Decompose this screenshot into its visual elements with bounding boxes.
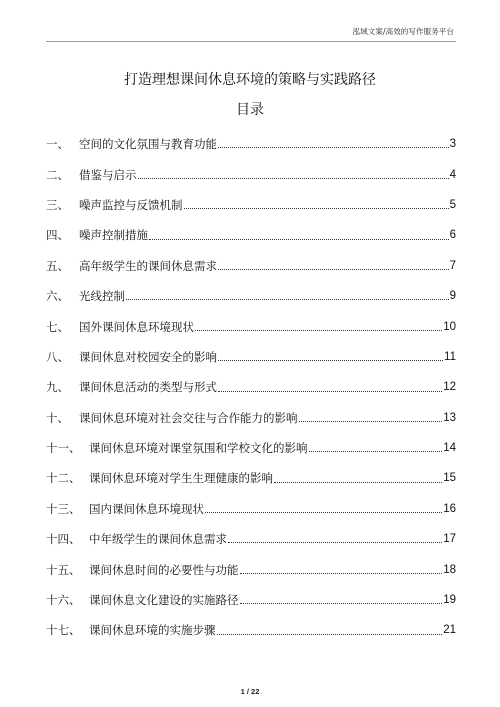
toc-entry[interactable] (46, 372, 456, 402)
toc-entry[interactable] (46, 463, 456, 493)
toc-entry-title: 课间休息环境对学生生理健康的影响 (89, 471, 273, 486)
toc-entry[interactable] (46, 281, 456, 311)
document-title: 打造理想课间休息环境的策略与实践路径 (124, 72, 376, 88)
toc-entry-title: 课间休息环境对课堂氛围和学校文化的影响 (89, 441, 308, 456)
header-brand: 泓域文案/高效的写作服务平台 (352, 27, 454, 36)
toc-dot-leader (126, 298, 449, 300)
toc-entry-number: 三、 (46, 197, 69, 212)
toc-dot-leader (299, 420, 443, 422)
toc-entry[interactable] (46, 251, 456, 281)
toc-entry-number: 十六、 (46, 593, 81, 608)
toc-entry-number: 十二、 (46, 471, 81, 486)
toc-entry-title: 高年级学生的课间休息需求 (79, 258, 217, 273)
toc-entry[interactable] (46, 494, 456, 524)
toc-dot-leader (205, 511, 442, 513)
toc-entry-page: 17 (443, 533, 456, 546)
toc-entry[interactable] (46, 403, 456, 433)
toc-entry-number: 六、 (46, 289, 69, 304)
toc-dot-leader (195, 329, 442, 331)
toc-entry-page: 3 (449, 138, 456, 151)
toc-dot-leader (184, 207, 449, 209)
toc-entry-page: 11 (444, 350, 456, 363)
toc-entry[interactable] (46, 615, 456, 645)
toc-entry-number: 十七、 (46, 623, 81, 638)
toc-entry-page: 9 (449, 290, 456, 303)
toc-dot-leader (240, 572, 443, 574)
toc-entry-number: 四、 (46, 228, 69, 243)
toc-heading: 目录 (236, 102, 264, 118)
toc-entry-page: 13 (443, 411, 456, 424)
toc-entry-title: 中年级学生的课间休息需求 (89, 532, 227, 547)
toc-entry-page: 18 (443, 563, 456, 576)
toc-entry-title: 空间的文化氛围与教育功能 (79, 137, 217, 152)
toc-entry-title: 噪声监控与反馈机制 (79, 197, 183, 212)
toc-entry-page: 7 (449, 259, 456, 272)
toc-entry-title: 课间休息时间的必要性与功能 (89, 562, 239, 577)
table-of-contents (46, 129, 456, 646)
toc-dot-leader (218, 359, 443, 361)
toc-entry-page: 15 (443, 472, 456, 485)
toc-entry-number: 十五、 (46, 562, 81, 577)
toc-entry[interactable] (46, 220, 456, 250)
toc-entry-number: 五、 (46, 258, 69, 273)
toc-entry-title: 国内课间休息环境现状 (89, 501, 204, 516)
toc-dot-leader (217, 633, 443, 635)
toc-entry[interactable] (46, 433, 456, 463)
toc-entry-number: 九、 (46, 380, 69, 395)
toc-entry-title: 课间休息对校园安全的影响 (79, 349, 217, 364)
toc-entry-title: 借鉴与启示 (79, 167, 137, 182)
toc-dot-leader (274, 481, 442, 483)
toc-entry-number: 二、 (46, 167, 69, 182)
toc-entry-number: 十三、 (46, 501, 81, 516)
toc-entry-page: 16 (443, 502, 456, 515)
header-divider (46, 41, 456, 42)
toc-entry[interactable] (46, 342, 456, 372)
toc-entry-number: 八、 (46, 349, 69, 364)
toc-dot-leader (240, 602, 443, 604)
toc-entry-page: 6 (449, 229, 456, 242)
toc-entry-title: 国外课间休息环境现状 (79, 319, 194, 334)
toc-dot-leader (218, 390, 442, 392)
toc-dot-leader (228, 541, 442, 543)
toc-entry[interactable] (46, 129, 456, 159)
toc-dot-leader (218, 268, 449, 270)
toc-entry-title: 课间休息活动的类型与形式 (79, 380, 217, 395)
toc-entry[interactable] (46, 524, 456, 554)
toc-entry-page: 5 (449, 198, 456, 211)
toc-dot-leader (218, 146, 449, 148)
toc-entry-title: 课间休息环境对社会交往与合作能力的影响 (79, 410, 298, 425)
toc-entry[interactable] (46, 159, 456, 189)
toc-entry-number: 十一、 (46, 441, 81, 456)
toc-entry-page: 21 (443, 624, 456, 637)
toc-entry-number: 十四、 (46, 532, 81, 547)
toc-entry-title: 课间休息环境的实施步骤 (89, 623, 216, 638)
toc-entry-number: 十、 (46, 410, 69, 425)
toc-entry-page: 10 (443, 320, 456, 333)
toc-entry-title: 噪声控制措施 (79, 228, 148, 243)
toc-entry-number: 七、 (46, 319, 69, 334)
toc-dot-leader (138, 177, 449, 179)
toc-entry[interactable] (46, 311, 456, 341)
toc-entry[interactable] (46, 190, 456, 220)
toc-entry-page: 19 (443, 594, 456, 607)
toc-dot-leader (309, 450, 443, 452)
toc-entry[interactable] (46, 585, 456, 615)
toc-entry[interactable] (46, 554, 456, 584)
page-number: 1 / 22 (240, 687, 260, 696)
toc-entry-page: 12 (443, 381, 456, 394)
toc-entry-number: 一、 (46, 137, 69, 152)
toc-entry-page: 4 (449, 168, 456, 181)
toc-entry-page: 14 (443, 442, 456, 455)
toc-entry-title: 课间休息文化建设的实施路径 (89, 593, 239, 608)
toc-entry-title: 光线控制 (79, 289, 125, 304)
toc-dot-leader (149, 238, 449, 240)
